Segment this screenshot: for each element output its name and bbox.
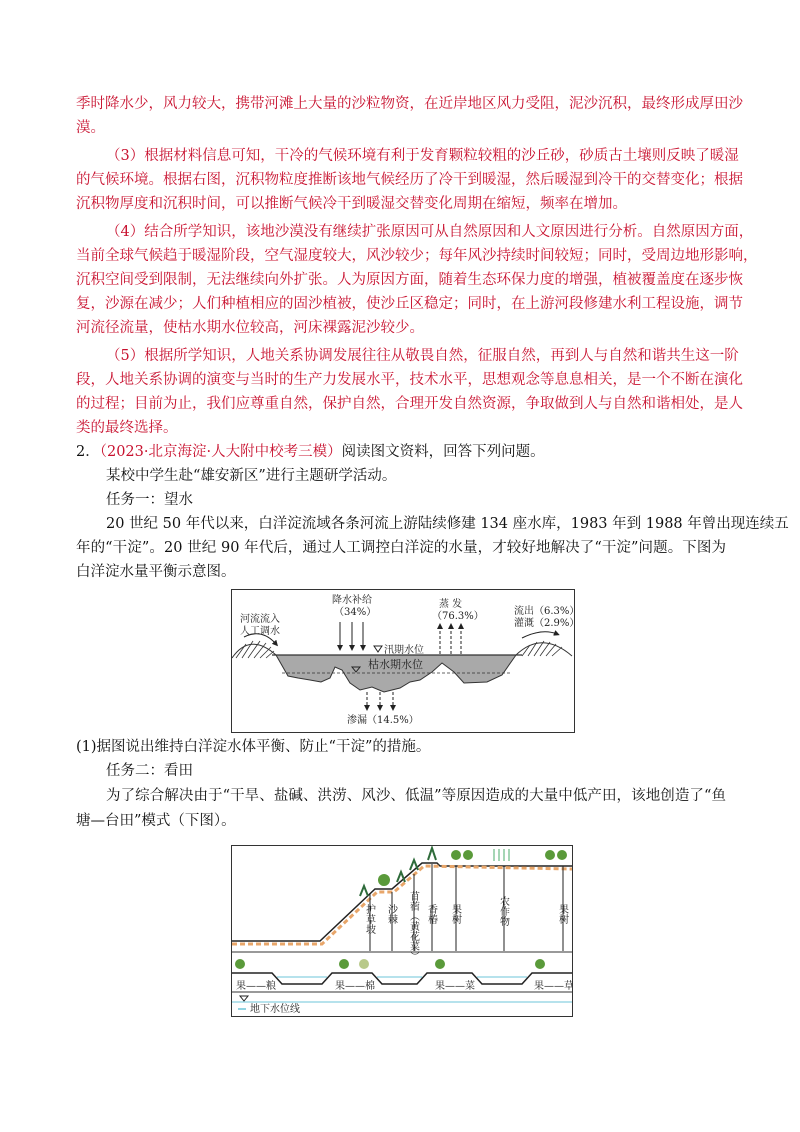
question-number: 2． (76, 444, 100, 460)
label-fruit-tree-2: 果树 (556, 904, 568, 924)
label-alfalfa: 苜蓿（黄花菜） (407, 891, 419, 961)
text-line: 为了综合解决由于“干旱、盐碱、洪涝、风沙、低温”等原因造成的大量中低产田，该地创造了“鱼 (106, 788, 726, 804)
text-line: 塘—台田”模式（下图）。 (76, 813, 236, 829)
text-line: 季时降水少，风力较大，携带河滩上大量的沙粒物资，在近岸地区风力受阻，泥沙沉积，最终形成厚田沙 (76, 96, 743, 112)
text-line: 段，人地关系协调的演变与当时的生产力发展水平，技术水平，思想观念等息息相关，是一个不断在演化 (76, 372, 743, 388)
sub-question-1: (1)据图说出维持白洋淀水体平衡、防止“干淀”的措施。 (76, 739, 431, 755)
text-line: 沉积物厚度和沉积时间，可以推断气候冷干到暖湿交替变化周期在缩短，频率在增加。 (76, 196, 627, 212)
water-level-symbol (240, 996, 248, 1001)
text-line: 的过程；目前为止，我们应尊重自然，保护自然，合理开发自然资源，争取做到人与自然和谐相处，是人 (76, 396, 743, 412)
question-source: （2023·北京海淀·人大附中校考三模） (99, 444, 342, 460)
water-balance-diagram (231, 589, 575, 733)
text-line: 年的“干淀”。20 世纪 90 年代后，通过人工调控白洋淀的水量，才较好地解决了“干淀”问题。下图为 (76, 540, 726, 556)
right-hill (516, 641, 572, 656)
text-line: 的气候环境。根据右图，沉积物粒度推断该地气候经历了冷干到暖湿，然后暖湿到冷干的交替变化；根据 (76, 172, 743, 188)
fishpond-terrace-diagram (231, 845, 573, 1017)
flood-level-label: 汛期水位 (384, 645, 424, 656)
question-prompt: 阅读图文资料，回答下列问题。 (341, 444, 545, 460)
label-crops: 农作物 (497, 896, 509, 926)
precip-label: 降水补给 (332, 595, 372, 606)
fishpond-profile (232, 959, 572, 984)
precipitation-arrows (340, 622, 363, 648)
inflow-label: 河流流入 (240, 614, 280, 625)
label-toona: 香椿 (425, 904, 437, 924)
text-line: 沉积空间受到限制，无法继续向外扩张。人为原因方面，随着生态环保力度的增强，植被覆盖度在逐步恢 (76, 272, 743, 288)
task1-title: 任务一：望水 (106, 492, 193, 508)
seepage-label: 渗漏（14.5%） (347, 715, 419, 726)
irrigation-label: 灌溉（2.9%） (514, 618, 574, 629)
seepage-arrows (367, 692, 393, 708)
precip-pct: （34%） (334, 607, 377, 618)
bottom-label-vegetable: 果——菜 (435, 981, 475, 992)
evap-label: 蒸 发 (439, 599, 463, 610)
text-line: （3）根据材料信息可知，干冷的气候环境有利于发育颗粒较粗的沙丘砂，砂质古土壤则反映了暖湿 (106, 148, 739, 164)
text-line: （4）结合所学知识，该地沙漠没有继续扩张原因可从自然原因和人文原因进行分析。自然原因方面， (106, 224, 754, 240)
text-line: 当前全球气候趋于暖湿阶段，空气湿度较大，风沙较少；每年风沙持续时间较短；同时，受周边地形影响， (76, 248, 758, 264)
evap-pct: （76.3%） (432, 611, 484, 622)
label-fruit-tree: 果树 (449, 904, 461, 924)
label-seabuckthorn: 沙棘 (385, 904, 397, 924)
text-line: 20 世纪 50 年代以来，白洋淀流域各条河流上游陆续修建 134 座水库，1983 年到 1988 年曾出现连续五 (106, 516, 789, 532)
question-2-header (76, 442, 726, 462)
label-grass-slope: 护草坡 (363, 904, 375, 934)
text-line: 类的最终选择。 (76, 420, 178, 436)
text-line: 复，沙源在减少；人们种植相应的固沙植被，使沙丘区稳定；同时，在上游河段修建水利工程设施，调节 (76, 296, 743, 312)
text-line: 漠。 (76, 120, 105, 136)
text-line: （5）根据所学知识，人地关系协调发展往往从敬畏自然，征服自然，再到人与自然和谐共生这一阶 (106, 348, 739, 364)
outflow-arrow (522, 632, 557, 638)
legend-groundwater: 地下水位线 (250, 1004, 300, 1015)
task2-title: 任务二：看田 (106, 763, 193, 779)
text-line: 河流径流量，使枯水期水位较高，河床裸露泥沙较少。 (76, 320, 424, 336)
flood-level-symbol (374, 646, 382, 652)
outflow-label: 流出（6.3%） (514, 606, 574, 617)
bottom-label-grass: 果——草 (534, 981, 572, 992)
intro-text: 某校中学生赴“雄安新区”进行主题研学活动。 (106, 468, 397, 484)
text-line: 白洋淀水量平衡示意图。 (76, 564, 236, 580)
dry-level-label: 枯水期水位 (368, 658, 423, 671)
evaporation-arrows (440, 626, 461, 654)
bottom-label-grain: 果——粮 (236, 981, 276, 992)
left-hill (232, 641, 276, 658)
transfer-label: 人工调水 (240, 626, 280, 637)
bottom-label-cotton: 果——棉 (335, 981, 375, 992)
